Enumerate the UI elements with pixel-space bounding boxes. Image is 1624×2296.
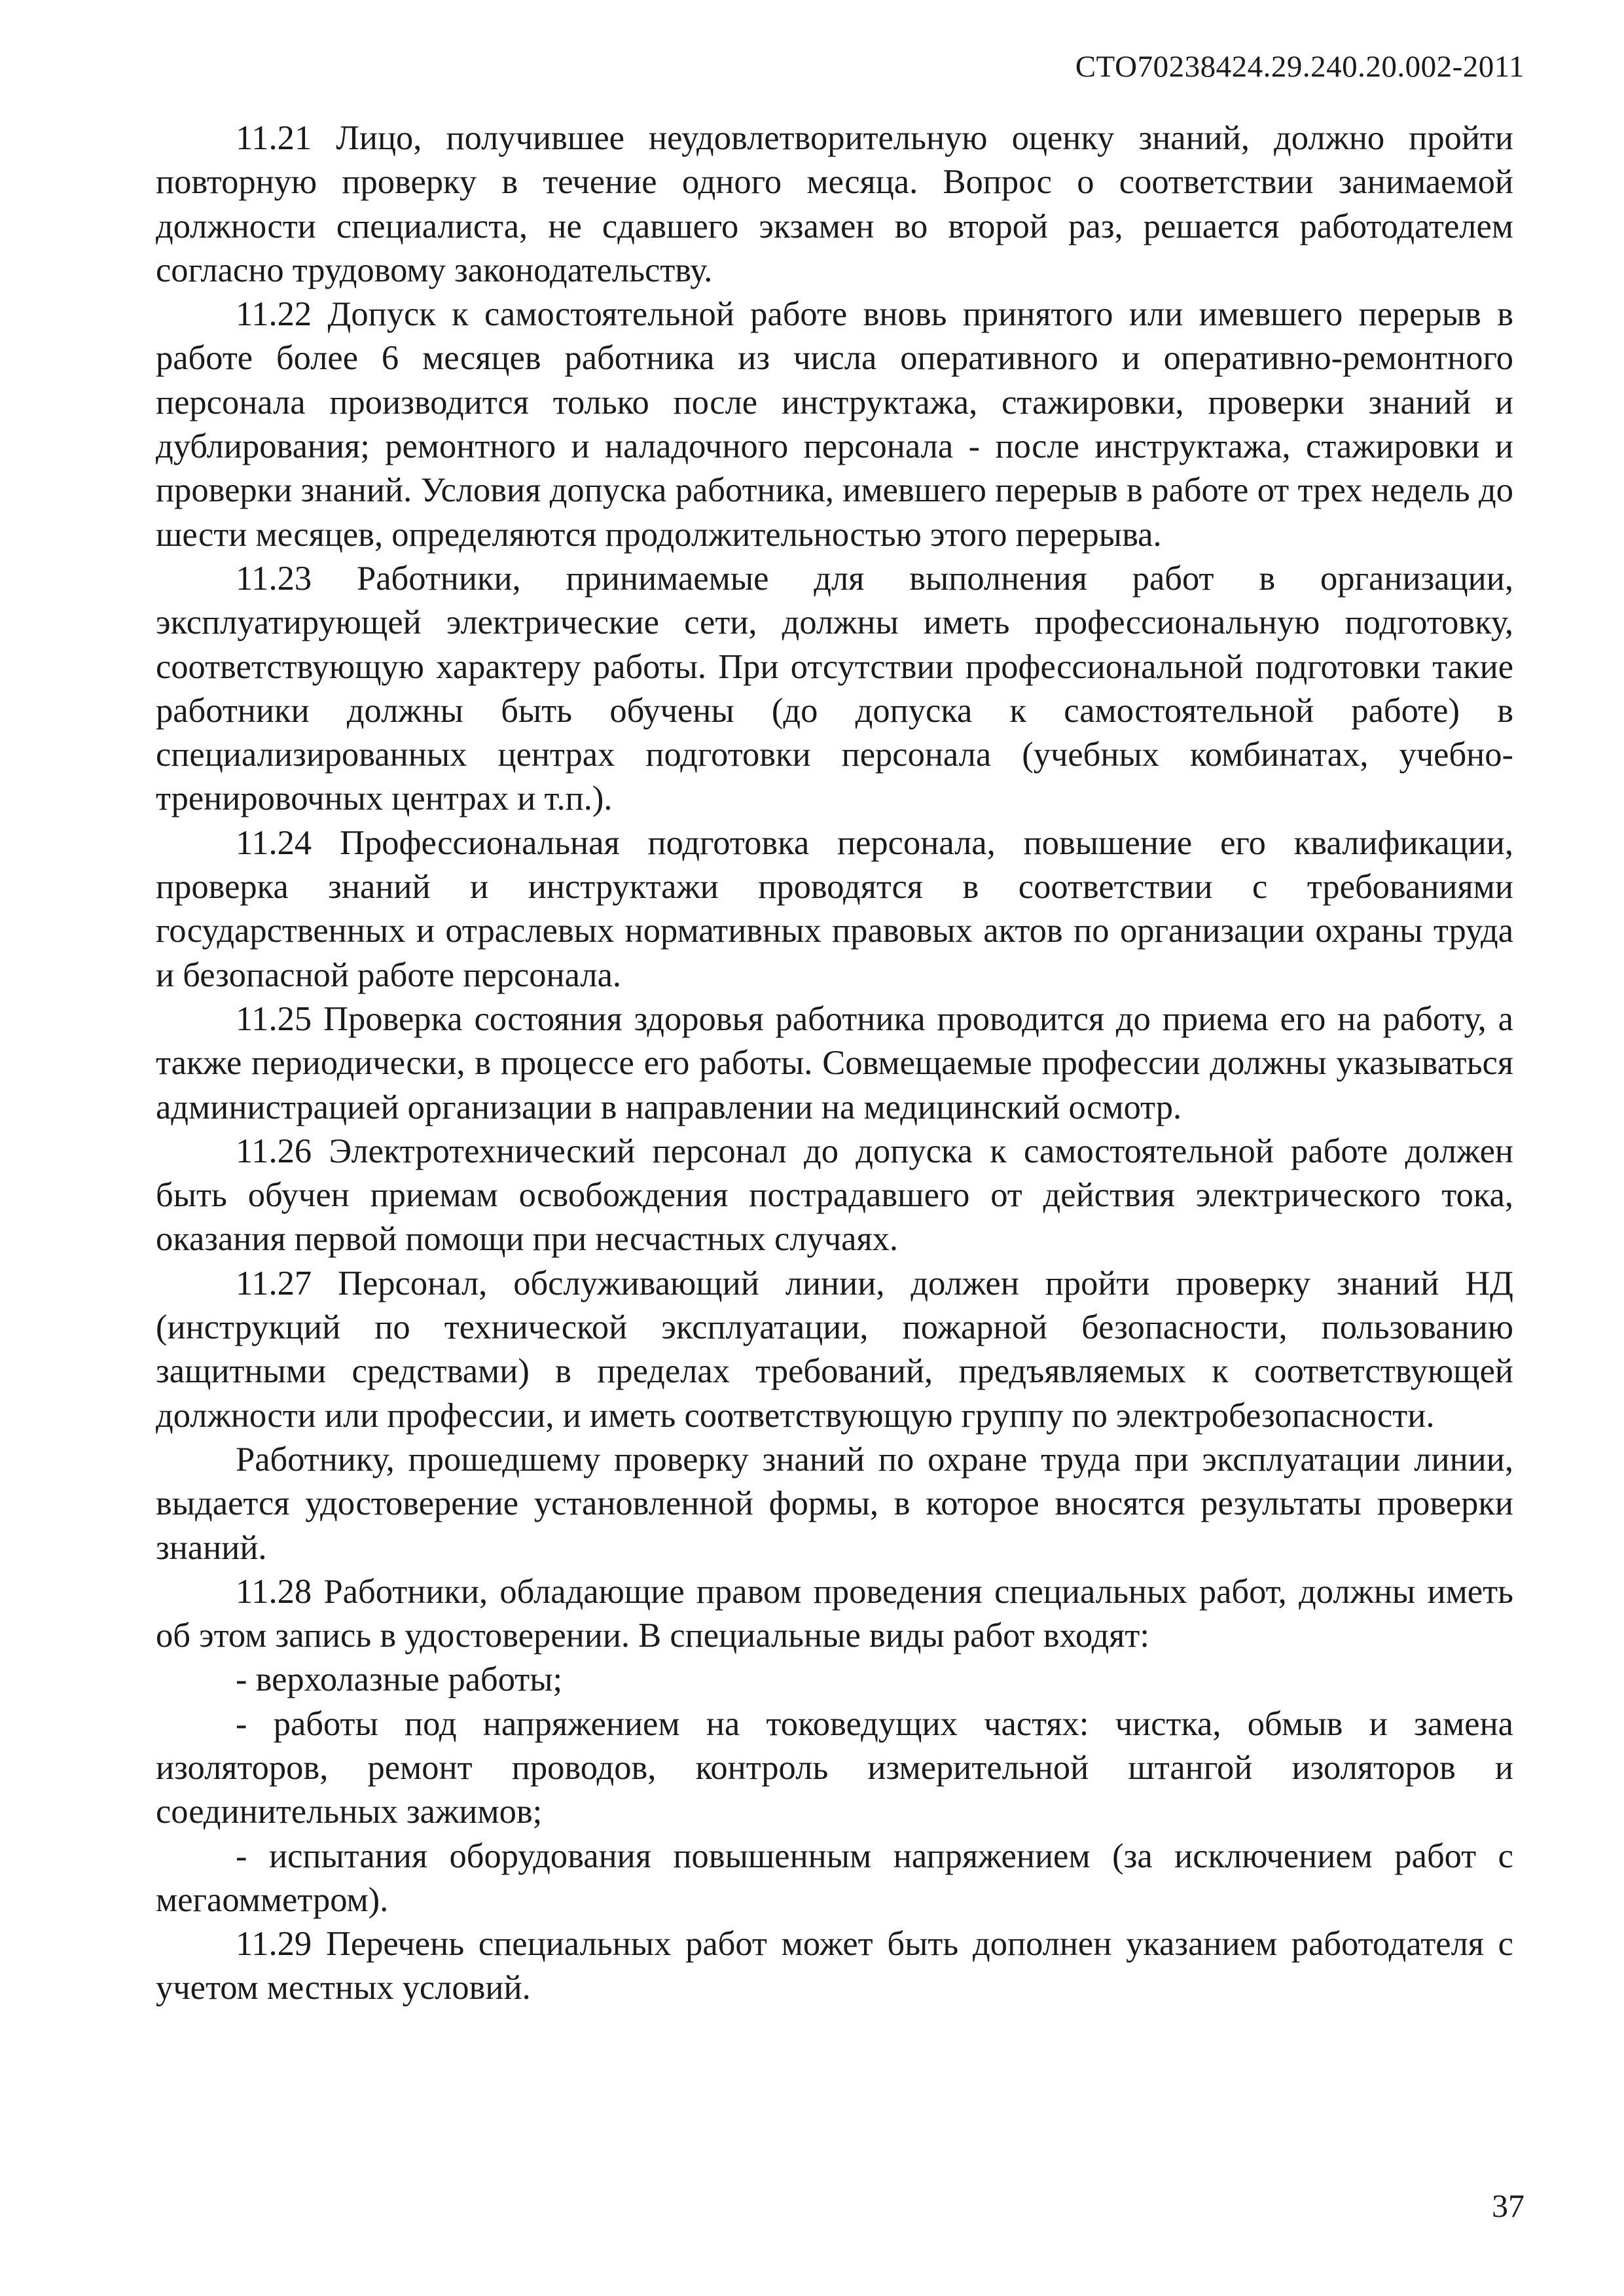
list-item-special-work: - испытания оборудования повышенным напряжением (за исключением работ с мегаомметром). xyxy=(156,1837,1513,1919)
page-number: 37 xyxy=(1492,2187,1525,2224)
paragraph-11-24: 11.24 Профессиональная подготовка персонала, повышение его квалификации, проверка знаний и инструктажи проводятся в соответствии с требованиями государственных и отраслевых нормативных правовых актов по организации охраны труда и безопасной работе персонала. xyxy=(156,823,1513,994)
paragraph-11-29: 11.29 Перечень специальных работ может быть дополнен указанием работодателя с учетом местных условий. xyxy=(156,1925,1513,2007)
paragraph-11-22: 11.22 Допуск к самостоятельной работе вновь принятого или имевшего перерыв в работе более 6 месяцев работника из числа оперативного и оперативно-ремонтного персонала производится только после инструктажа, стажировки, проверки знаний и дублирования; ремонтного и наладочного персонала - после инструктажа, стажировки и проверки знаний. Условия допуска работника, имевшего перерыв в работе от трех недель до шести месяцев, определяются продолжительностью этого перерыва. xyxy=(156,295,1513,554)
paragraph-11-23: 11.23 Работники, принимаемые для выполнения работ в организации, эксплуатирующей электрические сети, должны иметь профессиональную подготовку, соответствующую характеру работы. При отсутствии профессиональной подготовки такие работники должны быть обучены (до допуска к самостоятельной работе) в специализированных центрах подготовки персонала (учебных комбинатах, учебно-тренировочных центрах и т.п.). xyxy=(156,559,1513,818)
paragraph-11-21: 11.21 Лицо, получившее неудовлетворительную оценку знаний, должно пройти повторную проверку в течение одного месяца. Вопрос о соответствии занимаемой должности специалиста, не сдавшего экзамен во второй раз, решается работодателем согласно трудовому законодательству. xyxy=(156,119,1513,289)
list-item-special-work: - работы под напряжением на токоведущих частях: чистка, обмыв и замена изоляторов, ремонт проводов, контроль измерительной штангой изоляторов и соединительных зажимов; xyxy=(156,1704,1513,1831)
document-code: СТО70238424.29.240.20.002-2011 xyxy=(1075,50,1525,84)
list-item-special-work: - верхолазные работы; xyxy=(236,1660,563,1699)
paragraph-11-25: 11.25 Проверка состояния здоровья работника проводится до приема его на работу, а также периодически, в процессе его работы. Совмещаемые профессии должны указываться администрацией организации в направлении на медицинский осмотр. xyxy=(156,999,1513,1126)
paragraph-11-27: 11.27 Персонал, обслуживающий линии, должен пройти проверку знаний НД (инструкций по технической эксплуатации, пожарной безопасности, пользованию защитными средствами) в пределах требований, предъявляемых к соответствующей должности или профессии, и иметь соответствующую группу по электробезопасности. xyxy=(156,1264,1513,1435)
paragraph-11-28: 11.28 Работники, обладающие правом проведения специальных работ, должны иметь об этом запись в удостоверении. В специальные виды работ входят: xyxy=(156,1572,1513,1655)
paragraph-11-27-continued: Работнику, прошедшему проверку знаний по охране труда при эксплуатации линии, выдается удостоверение установленной формы, в которое вносятся результаты проверки знаний. xyxy=(156,1440,1513,1567)
body-text xyxy=(156,117,1513,2011)
paragraph-11-26: 11.26 Электротехнический персонал до допуска к самостоятельной работе должен быть обучен приемам освобождения пострадавшего от действия электрического тока, оказания первой помощи при несчастных случаях. xyxy=(156,1132,1513,1259)
